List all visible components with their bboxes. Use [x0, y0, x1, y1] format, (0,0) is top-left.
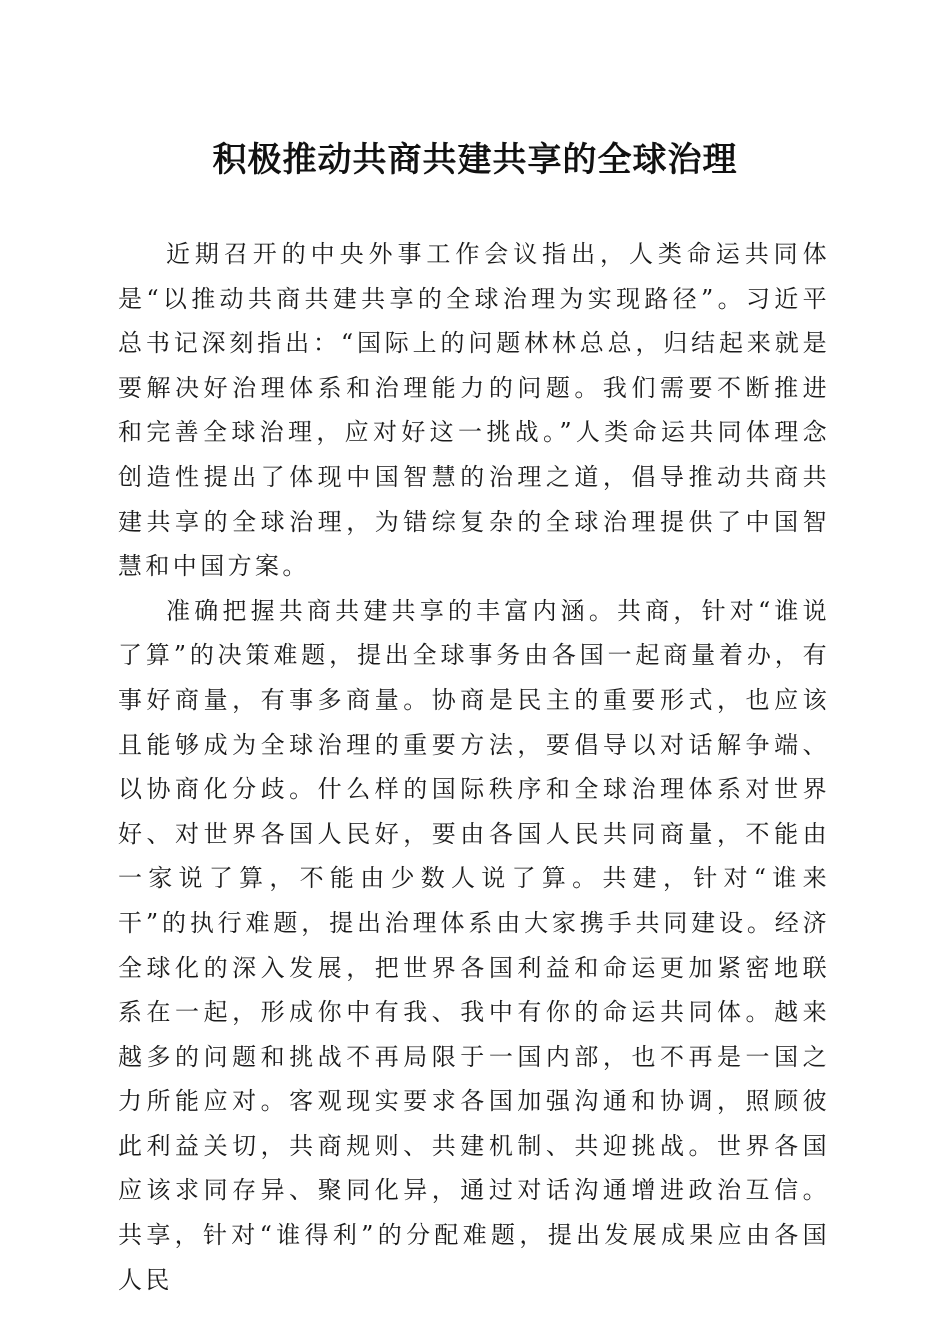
paragraph: 准确把握共商共建共享的丰富内涵。共商，针对“谁说了算”的决策难题，提出全球事务由各国一起商量着办，有事好商量，有事多商量。协商是民主的重要形式，也应该且能够成为全球治理的重要方法，要倡导以对话解争端、以协商化分歧。什么样的国际秩序和全球治理体系对世界好、对世界各国人民好，要由各国人民共同商量，不能由一家说了算，不能由少数人说了算。共建，针对“谁来干”的执行难题，提出治理体系由大家携手共同建设。经济全球化的深入发展，把世界各国利益和命运更加紧密地联系在一起，形成你中有我、我中有你的命运共同体。越来越多的问题和挑战不再局限于一国内部，也不再是一国之力所能应对。客观现实要求各国加强沟通和协调，照顾彼此利益关切，共商规则、共建机制、共迎挑战。世界各国应该求同存异、聚同化异，通过对话沟通增进政治互信。共享，针对“谁得利”的分配难题，提出发展成果应由各国人民 — [118, 596, 830, 1294]
document-body — [118, 232, 830, 1302]
paragraph: 近期召开的中央外事工作会议指出，人类命运共同体是“以推动共商共建共享的全球治理为实现路径”。习近平总书记深刻指出：“国际上的问题林林总总，归结起来就是要解决好治理体系和治理能力的问题。我们需要不断推进和完善全球治理，应对好这一挑战。”人类命运共同体理念创造性提出了体现中国智慧的治理之道，倡导推动共商共建共享的全球治理，为错综复杂的全球治理提供了中国智慧和中国方案。 — [118, 240, 830, 581]
document-title: 积极推动共商共建共享的全球治理 — [212, 140, 738, 180]
